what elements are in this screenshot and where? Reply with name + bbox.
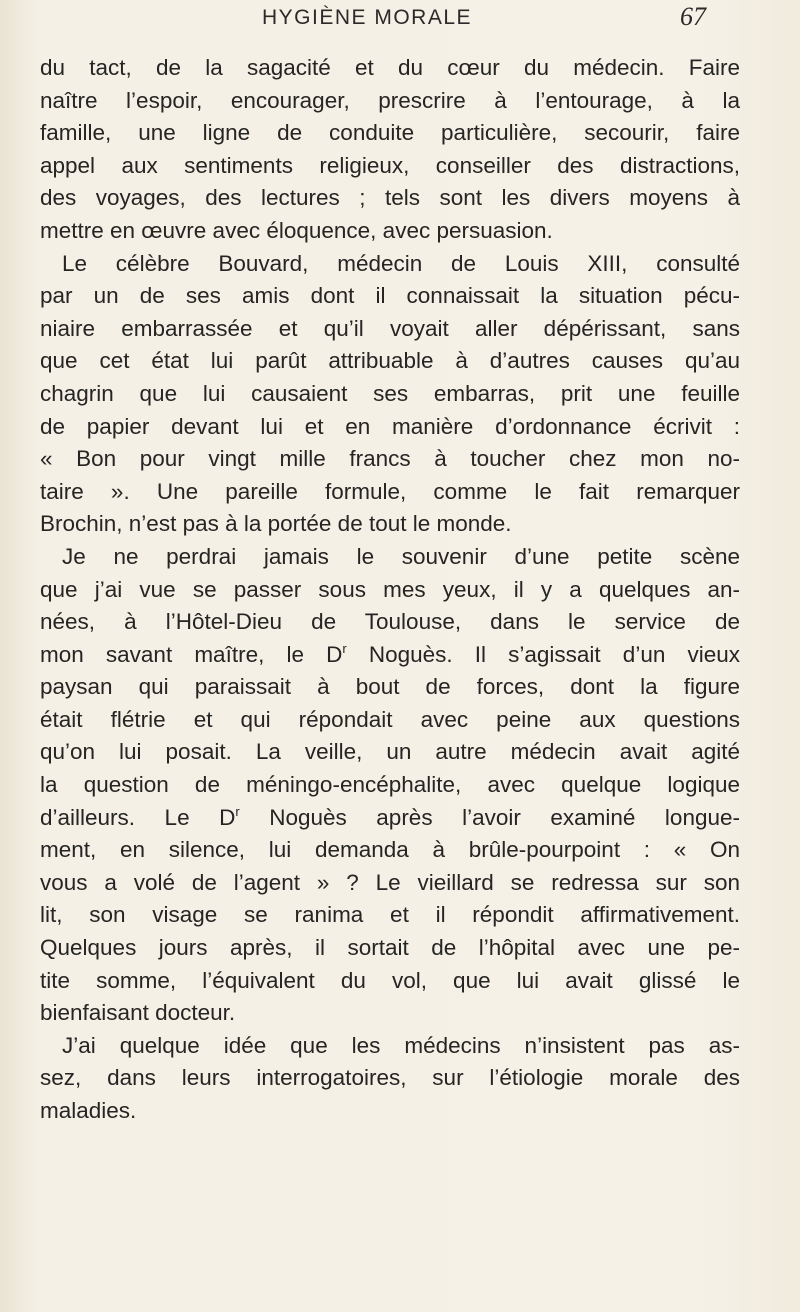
text-line: naître l’espoir, encourager, prescrire à l’entourage, à la <box>40 87 740 113</box>
text-line: sez, dans leurs interrogatoires, sur l’étiologie morale des <box>40 1065 740 1091</box>
superscript: r <box>342 640 347 656</box>
text-line: paysan qui paraissait à bout de forces, dont la figure <box>40 674 740 700</box>
text-line: d’ailleurs. Le $D^r$ Noguès après l’avoir examiné longue- <box>40 803 740 830</box>
text-line: des voyages, des lectures ; tels sont les divers moyens à <box>40 185 740 211</box>
running-title: HYGIÈNE MORALE <box>262 6 473 29</box>
text-line: que j’ai vue se passer sous mes yeux, il y a quelques an- <box>40 576 740 602</box>
text-line: « Bon pour vingt mille francs à toucher chez mon no- <box>40 446 740 472</box>
text-line: niaire embarrassée et qu’il voyait aller dépérissant, sans <box>40 315 740 341</box>
page-number: 67 <box>680 2 706 31</box>
text-line: par un de ses amis dont il connaissait la situation pécu- <box>40 283 740 309</box>
text-line: chagrin que lui causaient ses embarras, prit une feuille <box>40 380 740 406</box>
text-line: nées, à l’Hôtel-Dieu de Toulouse, dans le service de <box>40 609 740 635</box>
text-line: était flétrie et qui répondait avec peine aux questions <box>40 706 740 732</box>
text-line: Le célèbre Bouvard, médecin de Louis XIII, consulté <box>62 250 740 276</box>
superscript: r <box>235 803 240 819</box>
text-line: bienfaisant docteur. <box>40 1000 236 1026</box>
text-line: J’ai quelque idée que les médecins n’insistent pas as- <box>62 1032 740 1058</box>
text-line: tite somme, l’équivalent du vol, que lui avait glissé le <box>40 967 740 993</box>
text-line: famille, une ligne de conduite particulière, secourir, faire <box>40 120 740 146</box>
page-header <box>0 4 800 38</box>
text-line: appel aux sentiments religieux, conseiller des distractions, <box>40 152 740 178</box>
text-line: mon savant maître, le $D^r$ Noguès. Il s’agissait d’un vieux <box>40 640 740 667</box>
text-line: mettre en œuvre avec éloquence, avec persuasion. <box>40 217 553 243</box>
text-line: Brochin, n’est pas à la portée de tout le monde. <box>40 511 512 537</box>
text-line: du tact, de la sagacité et du cœur du médecin. Faire <box>40 55 740 80</box>
text-line: que cet état lui parût attribuable à d’autres causes qu’au <box>40 348 740 374</box>
text-line: Je ne perdrai jamais le souvenir d’une petite scène <box>62 543 740 569</box>
text-line: la question de méningo-encéphalite, avec quelque logique <box>40 772 740 798</box>
text-line: de papier devant lui et en manière d’ordonnance écrivit : <box>40 413 740 439</box>
text-line: taire ». Une pareille formule, comme le fait remarquer <box>40 478 740 504</box>
text-line: Quelques jours après, il sortait de l’hôpital avec une pe- <box>40 935 740 961</box>
text-line: maladies. <box>40 1098 137 1123</box>
text-line: lit, son visage se ranima et il répondit affirmativement. <box>40 902 740 928</box>
text-line: vous a volé de l’agent » ? Le vieillard se redressa sur son <box>40 869 740 895</box>
text-line: qu’on lui posait. La veille, un autre médecin avait agité <box>40 739 740 765</box>
text-line: ment, en silence, lui demanda à brûle-pourpoint : « On <box>40 837 740 863</box>
body-text <box>40 52 740 1128</box>
